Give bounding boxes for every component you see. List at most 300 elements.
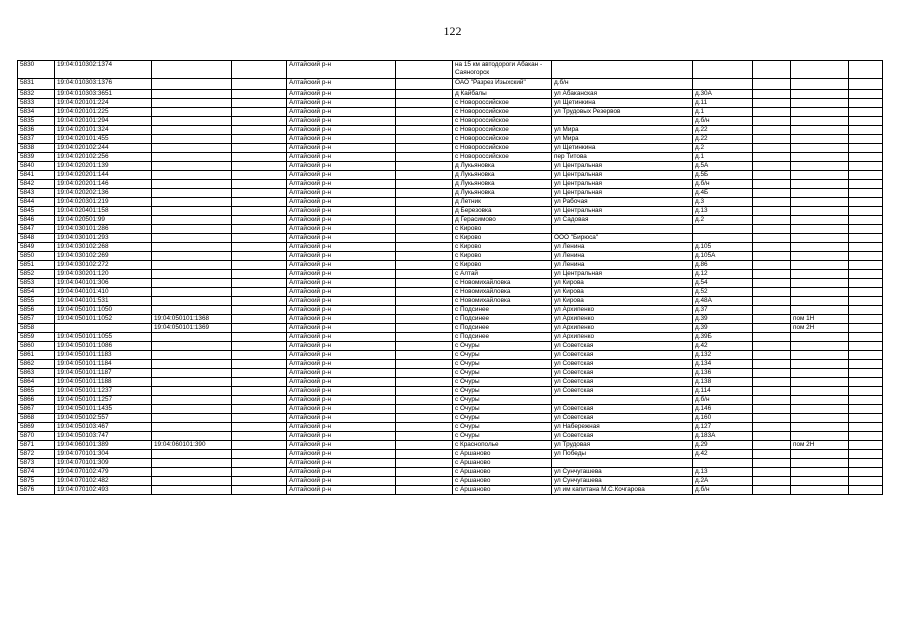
cell-room — [791, 144, 849, 153]
cell-empty — [753, 342, 791, 351]
cell-empty — [396, 324, 453, 333]
cell-empty — [753, 396, 791, 405]
table-row — [18, 342, 883, 351]
cell-room: пом 2Н — [791, 324, 849, 333]
cell-empty — [396, 333, 453, 342]
cell-n: 5831 — [18, 79, 55, 90]
cell-house: д.138 — [693, 378, 753, 387]
cell-empty — [396, 234, 453, 243]
cell-dist: Алтайский р-н — [287, 315, 396, 324]
cell-empty — [753, 306, 791, 315]
cell-loc: д Лукьяновка — [453, 189, 552, 198]
table-row — [18, 387, 883, 396]
cell-street: ул Кирова — [552, 279, 693, 288]
cell-street: ул Архипенко — [552, 306, 693, 315]
cell-empty — [849, 252, 883, 261]
cell-cad: 19:04:050101:1188 — [55, 378, 152, 387]
cell-room — [791, 486, 849, 495]
cell-cad: 19:04:020101:224 — [55, 99, 152, 108]
cell-empty — [849, 99, 883, 108]
cell-dist: Алтайский р-н — [287, 252, 396, 261]
cell-n: 5876 — [18, 486, 55, 495]
cell-street: ул Садовая — [552, 216, 693, 225]
cell-n: 5864 — [18, 378, 55, 387]
cell-empty — [396, 459, 453, 468]
cell-empty — [232, 270, 287, 279]
cell-loc: с Кирово — [453, 261, 552, 270]
cell-empty — [396, 270, 453, 279]
table-row — [18, 99, 883, 108]
table-row — [18, 360, 883, 369]
cell-dist: Алтайский р-н — [287, 405, 396, 414]
cell-room — [791, 369, 849, 378]
table-row — [18, 61, 883, 79]
cell-empty — [753, 126, 791, 135]
cell-room — [791, 459, 849, 468]
cell-dist: Алтайский р-н — [287, 459, 396, 468]
table-row — [18, 414, 883, 423]
cell-cad: 19:04:020101:294 — [55, 117, 152, 126]
cell-house: д.42 — [693, 450, 753, 459]
cell-house: д.1 — [693, 153, 753, 162]
cell-n: 5841 — [18, 171, 55, 180]
cell-room — [791, 79, 849, 90]
cell-empty — [232, 171, 287, 180]
cell-street: ул Кирова — [552, 297, 693, 306]
table-row — [18, 468, 883, 477]
cell-cad: 19:04:050101:1055 — [55, 333, 152, 342]
cell-house: д.48А — [693, 297, 753, 306]
cell-empty — [753, 360, 791, 369]
cell-cad2 — [152, 351, 232, 360]
table-row — [18, 180, 883, 189]
cell-loc: с Новороссийское — [453, 99, 552, 108]
cell-house: д.22 — [693, 126, 753, 135]
cell-house: д.37 — [693, 306, 753, 315]
cell-empty — [396, 171, 453, 180]
cell-empty — [753, 315, 791, 324]
cell-loc: с Очуры — [453, 369, 552, 378]
cell-loc: с Кирово — [453, 225, 552, 234]
cell-street: ул Мира — [552, 135, 693, 144]
cell-n: 5865 — [18, 387, 55, 396]
cell-loc: с Очуры — [453, 414, 552, 423]
cell-street: ул Кирова — [552, 288, 693, 297]
cell-house: д.146 — [693, 405, 753, 414]
cell-cad: 19:04:010303:3651 — [55, 90, 152, 99]
cell-n: 5854 — [18, 288, 55, 297]
cell-dist: Алтайский р-н — [287, 61, 396, 79]
cell-room — [791, 261, 849, 270]
cell-room — [791, 450, 849, 459]
cell-cad: 19:04:070102:479 — [55, 468, 152, 477]
table-row — [18, 459, 883, 468]
cell-house: д.5А — [693, 162, 753, 171]
cell-empty — [849, 423, 883, 432]
cell-cad2 — [152, 135, 232, 144]
cell-house: д.13 — [693, 207, 753, 216]
cell-house: д.105 — [693, 243, 753, 252]
cell-n: 5856 — [18, 306, 55, 315]
cell-house: д.114 — [693, 387, 753, 396]
cell-empty — [753, 351, 791, 360]
cell-room — [791, 243, 849, 252]
cell-empty — [396, 423, 453, 432]
cell-cad2 — [152, 180, 232, 189]
cell-house: д.1 — [693, 108, 753, 117]
table-row — [18, 198, 883, 207]
cell-empty — [753, 369, 791, 378]
cell-cad2 — [152, 306, 232, 315]
table-row — [18, 441, 883, 450]
cell-house: д.86 — [693, 261, 753, 270]
cell-empty — [396, 261, 453, 270]
cell-street: ул Советская — [552, 360, 693, 369]
cell-n: 5853 — [18, 279, 55, 288]
cell-empty — [753, 486, 791, 495]
cell-empty — [849, 306, 883, 315]
cell-cad2 — [152, 414, 232, 423]
cell-loc: с Подсинее — [453, 315, 552, 324]
cell-street — [552, 225, 693, 234]
cell-cad2 — [152, 387, 232, 396]
cell-room — [791, 378, 849, 387]
cell-empty — [396, 99, 453, 108]
cell-empty — [232, 315, 287, 324]
cell-empty — [396, 126, 453, 135]
cell-house: д.б/н — [693, 117, 753, 126]
cell-loc: с Очуры — [453, 342, 552, 351]
cell-dist: Алтайский р-н — [287, 171, 396, 180]
cell-empty — [232, 414, 287, 423]
cell-empty — [849, 261, 883, 270]
table-row — [18, 270, 883, 279]
cell-house — [693, 459, 753, 468]
cell-dist: Алтайский р-н — [287, 414, 396, 423]
cell-cad2 — [152, 171, 232, 180]
cell-empty — [396, 180, 453, 189]
table-row — [18, 126, 883, 135]
cell-room — [791, 396, 849, 405]
cell-cad: 19:04:070102:493 — [55, 486, 152, 495]
page-number: 122 — [443, 24, 462, 38]
cell-empty — [232, 324, 287, 333]
cell-empty — [753, 378, 791, 387]
cell-n: 5859 — [18, 333, 55, 342]
cell-empty — [849, 171, 883, 180]
cell-cad2 — [152, 423, 232, 432]
cell-street: ул Абаканская — [552, 90, 693, 99]
cell-empty — [753, 61, 791, 79]
cell-empty — [232, 477, 287, 486]
registry-rows — [18, 61, 883, 495]
cell-loc: д Лукьяновка — [453, 171, 552, 180]
cell-cad: 19:04:020101:455 — [55, 135, 152, 144]
cell-empty — [753, 252, 791, 261]
cell-cad: 19:04:040101:531 — [55, 297, 152, 306]
cell-street: ул Победы — [552, 450, 693, 459]
cell-empty — [232, 351, 287, 360]
cell-cad: 19:04:060101:389 — [55, 441, 152, 450]
cell-empty — [396, 279, 453, 288]
cell-loc: с Очуры — [453, 432, 552, 441]
cell-empty — [849, 324, 883, 333]
cell-dist: Алтайский р-н — [287, 369, 396, 378]
cell-empty — [849, 144, 883, 153]
cell-room — [791, 252, 849, 261]
cell-cad2 — [152, 189, 232, 198]
cell-house: д.22 — [693, 135, 753, 144]
cell-empty — [232, 306, 287, 315]
cell-empty — [849, 477, 883, 486]
cell-cad: 19:04:050103:747 — [55, 432, 152, 441]
cell-n: 5868 — [18, 414, 55, 423]
cell-empty — [396, 396, 453, 405]
cell-cad2 — [152, 252, 232, 261]
cell-dist: Алтайский р-н — [287, 333, 396, 342]
cell-empty — [396, 315, 453, 324]
cell-room: пом 1Н — [791, 315, 849, 324]
cell-empty — [753, 324, 791, 333]
cell-n: 5848 — [18, 234, 55, 243]
cell-house: д.2А — [693, 477, 753, 486]
cell-loc: с Новороссийское — [453, 117, 552, 126]
cell-street: ул Ленина — [552, 261, 693, 270]
cell-street — [552, 396, 693, 405]
cell-n: 5838 — [18, 144, 55, 153]
cell-street: д.б/н — [552, 79, 693, 90]
table-row — [18, 261, 883, 270]
cell-empty — [849, 234, 883, 243]
cell-empty — [396, 153, 453, 162]
cell-street: ул Советская — [552, 378, 693, 387]
cell-cad: 19:04:070101:304 — [55, 450, 152, 459]
cell-cad: 19:04:030101:293 — [55, 234, 152, 243]
cell-empty — [396, 468, 453, 477]
cell-house: д.160 — [693, 414, 753, 423]
cell-cad2 — [152, 468, 232, 477]
cell-house: д.11 — [693, 99, 753, 108]
cell-loc: с Аршаново — [453, 459, 552, 468]
cell-street: ул Ленина — [552, 252, 693, 261]
cell-room — [791, 171, 849, 180]
cell-street: ул Трудовая — [552, 441, 693, 450]
cell-house — [693, 225, 753, 234]
cell-cad2 — [152, 79, 232, 90]
cell-empty — [396, 216, 453, 225]
cell-street: ул Архипенко — [552, 333, 693, 342]
cell-empty — [232, 387, 287, 396]
cell-empty — [849, 342, 883, 351]
cell-empty — [849, 279, 883, 288]
table-row — [18, 324, 883, 333]
cell-cad: 19:04:050101:1183 — [55, 351, 152, 360]
cell-dist: Алтайский р-н — [287, 423, 396, 432]
cell-empty — [396, 79, 453, 90]
table-row — [18, 450, 883, 459]
cell-empty — [232, 450, 287, 459]
cell-empty — [753, 477, 791, 486]
cell-cad: 19:04:050101:1052 — [55, 315, 152, 324]
cell-cad: 19:04:020301:219 — [55, 198, 152, 207]
cell-street: ул Советская — [552, 387, 693, 396]
cell-room: пом 2Н — [791, 441, 849, 450]
cell-room — [791, 90, 849, 99]
cell-n: 5875 — [18, 477, 55, 486]
cell-empty — [753, 387, 791, 396]
cell-empty — [232, 207, 287, 216]
cell-empty — [753, 279, 791, 288]
cell-street: ул Мира — [552, 126, 693, 135]
cell-room — [791, 405, 849, 414]
cell-loc: с Краснополье — [453, 441, 552, 450]
cell-empty — [753, 432, 791, 441]
cell-empty — [753, 79, 791, 90]
cell-house: д.б/н — [693, 486, 753, 495]
cell-dist: Алтайский р-н — [287, 180, 396, 189]
cell-empty — [849, 79, 883, 90]
cell-empty — [396, 486, 453, 495]
cell-n: 5858 — [18, 324, 55, 333]
cell-n: 5830 — [18, 61, 55, 79]
cell-empty — [396, 378, 453, 387]
cell-house: д.3 — [693, 198, 753, 207]
cell-cad — [55, 324, 152, 333]
cell-street: ул им капитана М.С.Кочгарова — [552, 486, 693, 495]
table-row — [18, 306, 883, 315]
cell-dist: Алтайский р-н — [287, 396, 396, 405]
cell-empty — [396, 369, 453, 378]
cell-dist: Алтайский р-н — [287, 477, 396, 486]
cell-house: д.13 — [693, 468, 753, 477]
cell-cad: 19:04:040101:306 — [55, 279, 152, 288]
cell-empty — [232, 126, 287, 135]
cell-room — [791, 108, 849, 117]
cell-cad: 19:04:030102:272 — [55, 261, 152, 270]
cell-empty — [232, 243, 287, 252]
cell-cad: 19:04:010302:1374 — [55, 61, 152, 79]
cell-empty — [396, 405, 453, 414]
table-row — [18, 79, 883, 90]
cell-house: д.2 — [693, 216, 753, 225]
cell-cad2 — [152, 432, 232, 441]
cell-house: д.30А — [693, 90, 753, 99]
cell-loc: с Аршаново — [453, 450, 552, 459]
cell-empty — [753, 225, 791, 234]
cell-empty — [396, 198, 453, 207]
cell-loc: ОАО "Разрез Изыхский" — [453, 79, 552, 90]
cell-empty — [232, 108, 287, 117]
cell-n: 5863 — [18, 369, 55, 378]
cell-n: 5836 — [18, 126, 55, 135]
cell-loc: с Очуры — [453, 351, 552, 360]
cell-empty — [232, 423, 287, 432]
cell-dist: Алтайский р-н — [287, 189, 396, 198]
cell-cad: 19:04:050101:1237 — [55, 387, 152, 396]
cell-loc: с Очуры — [453, 396, 552, 405]
cell-cad: 19:04:050101:1050 — [55, 306, 152, 315]
cell-cad2 — [152, 216, 232, 225]
cell-cad: 19:04:050101:1184 — [55, 360, 152, 369]
cell-loc: с Аршаново — [453, 477, 552, 486]
cell-dist: Алтайский р-н — [287, 306, 396, 315]
cell-n: 5839 — [18, 153, 55, 162]
cell-cad2 — [152, 477, 232, 486]
cell-empty — [753, 117, 791, 126]
cell-empty — [232, 144, 287, 153]
cell-empty — [396, 414, 453, 423]
cell-empty — [849, 468, 883, 477]
cell-empty — [753, 297, 791, 306]
cell-empty — [849, 117, 883, 126]
cell-cad: 19:04:020201:139 — [55, 162, 152, 171]
cell-empty — [849, 441, 883, 450]
cell-dist: Алтайский р-н — [287, 153, 396, 162]
cell-loc: д Кайбалы — [453, 90, 552, 99]
cell-house — [693, 61, 753, 79]
table-row — [18, 135, 883, 144]
cell-empty — [753, 450, 791, 459]
cell-cad: 19:04:030102:268 — [55, 243, 152, 252]
cell-empty — [753, 207, 791, 216]
cell-n: 5861 — [18, 351, 55, 360]
cell-cad: 19:04:020101:225 — [55, 108, 152, 117]
cell-dist: Алтайский р-н — [287, 432, 396, 441]
cell-loc: с Новороссийское — [453, 108, 552, 117]
cell-street: ул Сунчугашева — [552, 468, 693, 477]
cell-house: д.5Б — [693, 171, 753, 180]
table-row — [18, 144, 883, 153]
cell-dist: Алтайский р-н — [287, 198, 396, 207]
table-row — [18, 378, 883, 387]
cell-empty — [232, 279, 287, 288]
table-row — [18, 432, 883, 441]
cell-street: ул Советская — [552, 432, 693, 441]
cell-empty — [849, 243, 883, 252]
cell-empty — [396, 243, 453, 252]
cell-empty — [396, 135, 453, 144]
cell-empty — [396, 297, 453, 306]
cell-empty — [396, 162, 453, 171]
cell-dist: Алтайский р-н — [287, 486, 396, 495]
cell-empty — [849, 486, 883, 495]
cell-empty — [753, 135, 791, 144]
cell-dist: Алтайский р-н — [287, 387, 396, 396]
cell-house: д.136 — [693, 369, 753, 378]
cell-empty — [849, 360, 883, 369]
cell-cad2 — [152, 144, 232, 153]
cell-street: ул Центральная — [552, 180, 693, 189]
cell-dist: Алтайский р-н — [287, 450, 396, 459]
cell-room — [791, 270, 849, 279]
cell-street: ул Ленина — [552, 243, 693, 252]
cell-street: ул Рабочая — [552, 198, 693, 207]
table-row — [18, 90, 883, 99]
cell-loc: с Очуры — [453, 387, 552, 396]
cell-empty — [396, 351, 453, 360]
cell-room — [791, 234, 849, 243]
cell-empty — [232, 360, 287, 369]
cell-empty — [849, 270, 883, 279]
cell-empty — [753, 171, 791, 180]
cell-street: ул Советская — [552, 342, 693, 351]
cell-n: 5849 — [18, 243, 55, 252]
table-row — [18, 234, 883, 243]
cell-street — [552, 117, 693, 126]
cell-cad2 — [152, 61, 232, 79]
cell-empty — [232, 234, 287, 243]
cell-loc: с Подсинее — [453, 333, 552, 342]
